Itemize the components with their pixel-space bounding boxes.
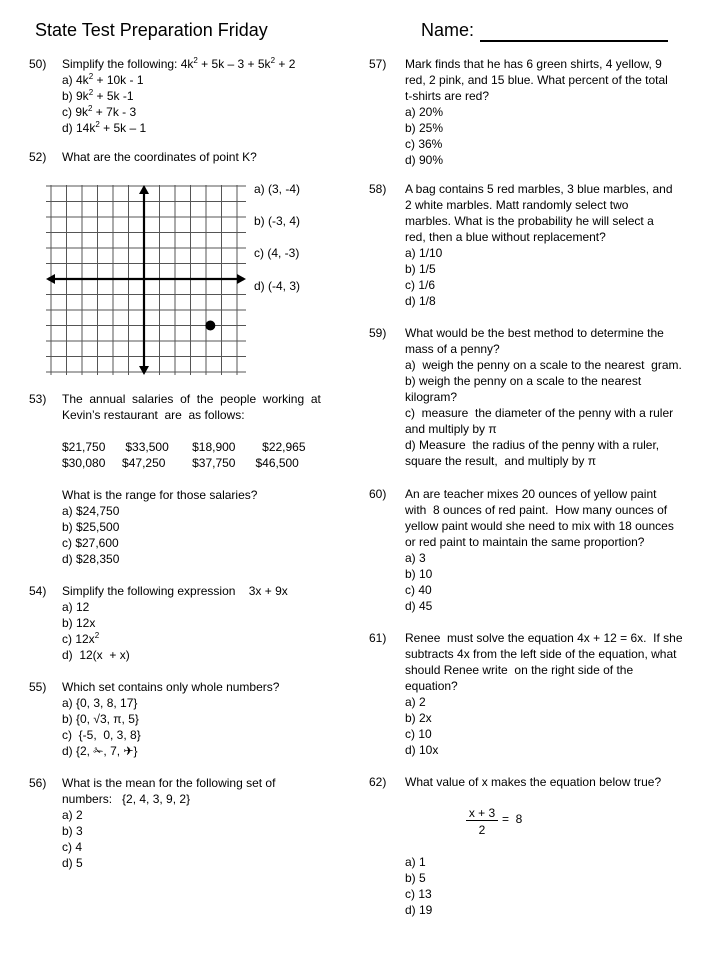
option-a: a) 1/10 (405, 246, 443, 260)
question-stem-line3: marbles. What is the probability he will select a (405, 214, 654, 228)
option-b: b) 3 (62, 824, 83, 838)
question-number: 56) (29, 776, 47, 790)
question-stem: Which set contains only whole numbers? (62, 680, 280, 694)
option-d: d) 19 (405, 903, 433, 917)
question-stem-line2: numbers: {2, 4, 3, 9, 2} (62, 792, 191, 806)
question-stem-line2: Kevin’s restaurant are as follows: (62, 408, 245, 422)
option-c: c) $9k^2 + 7k - 3$ (62, 104, 137, 119)
option-c-line2: and multiply by π (405, 422, 497, 436)
question-stem-line1: The annual salaries of the people working at (62, 392, 321, 406)
name-label: Name: (421, 20, 475, 40)
option-c: c) $27,600 (62, 536, 119, 550)
point-k (205, 321, 215, 331)
equation-numerator: x + 3 (466, 806, 498, 821)
question-stem-line3: t-shirts are red? (405, 89, 490, 103)
option-a: a) $24,750 (62, 504, 120, 518)
equation-denominator: 2 (478, 823, 486, 837)
question-stem-line1: Renee must solve the equation 4x + 12 = 6x. If she (405, 631, 683, 645)
option-b: b) $9k^2 + 5k$ -1 (62, 88, 134, 103)
option-d: d) 45 (405, 599, 433, 613)
question-stem-line2: with 8 ounces of red paint. How many ounces of (405, 503, 668, 517)
option-c: c) 13 (405, 887, 432, 901)
option-c: c) $12x^2$ (62, 631, 100, 646)
option-d: d) $14k^2 + 5k - 1$ (62, 120, 147, 135)
option-b-line2: kilogram? (405, 390, 458, 404)
q52-option-b: b) (-3, 4) (254, 214, 301, 228)
coordinate-grid-svg (46, 185, 246, 375)
option-d: d) 5 (62, 856, 83, 870)
question-stem-line1: Mark finds that he has 6 green shirts, 4 yellow, 9 (405, 57, 662, 71)
question-stem-line3: yellow paint would she need to mix with 18 ounces (405, 519, 674, 533)
option-a: a) 12 (62, 600, 90, 614)
option-a: a) $4k^2 + 10k - 1$ (62, 72, 144, 87)
option-c: c) 1/6 (405, 278, 436, 292)
question-number: 52) (29, 150, 47, 164)
option-a: a) {0, 3, 8, 17} (62, 696, 138, 710)
option-c-line1: c) measure the diameter of the penny with a ruler (405, 406, 674, 420)
option-a: a) 2 (405, 695, 426, 709)
question-stem: Simplify the following: $4k^2 + 5k - 3 + 5k^2 + 2$ (62, 56, 296, 71)
option-a: a) 3 (405, 551, 426, 565)
question-stem-line4: equation? (405, 679, 458, 693)
question-stem-line1: What is the mean for the following set of (62, 776, 276, 790)
option-a: a) 20% (405, 105, 444, 119)
question-stem-line2: subtracts 4x from the left side of the equation, what (405, 647, 677, 661)
question-number: 59) (369, 326, 387, 340)
option-a: a) weigh the penny on a scale to the nearest gram. (405, 358, 682, 372)
question-stem-line2: 2 white marbles. Matt randomly select two (405, 198, 629, 212)
option-b-line1: b) weigh the penny on a scale to the nearest (405, 374, 642, 388)
question-number: 61) (369, 631, 387, 645)
question-stem-line1: An are teacher mixes 20 ounces of yellow paint (405, 487, 657, 501)
option-c: c) 10 (405, 727, 432, 741)
option-b: b) 12x (62, 616, 96, 630)
question-number: 54) (29, 584, 47, 598)
option-d-line2: square the result, and multiply by π (405, 454, 597, 468)
option-d: d) 90% (405, 153, 444, 167)
question-number: 62) (369, 775, 387, 789)
question-number: 55) (29, 680, 47, 694)
page-title: State Test Preparation Friday (35, 20, 268, 40)
equation-rhs: = 8 (502, 812, 523, 826)
q52-option-a: a) (3, -4) (254, 182, 301, 196)
option-b: b) 10 (405, 567, 433, 581)
option-b: b) 2x (405, 711, 432, 725)
question-stem: Simplify the following expression 3x + 9x (62, 584, 288, 598)
question-number: 60) (369, 487, 387, 501)
option-b: b) 25% (405, 121, 444, 135)
coordinate-grid (46, 185, 246, 375)
salaries-row-2: $30,080 $47,250 $37,750 $46,500 (62, 456, 299, 470)
question-stem-line2: red, 2 pink, and 15 blue. What percent of the total (405, 73, 668, 87)
option-c: c) 40 (405, 583, 432, 597)
option-b: b) $25,500 (62, 520, 120, 534)
question-number: 58) (369, 182, 387, 196)
salaries-row-1: $21,750 $33,500 $18,900 $22,965 (62, 440, 306, 454)
question-stem-line3: should Renee write on the right side of the (405, 663, 634, 677)
option-c: c) 36% (405, 137, 443, 151)
question-stem: What are the coordinates of point K? (62, 150, 257, 164)
question-number: 50) (29, 57, 47, 71)
question-62-options (405, 854, 525, 918)
option-d: d) 1/8 (405, 294, 436, 308)
option-c: c) {-5, 0, 3, 8} (62, 728, 141, 742)
question-ask: What is the range for those salaries? (62, 488, 258, 502)
option-b: b) 1/5 (405, 262, 436, 276)
question-stem-line2: mass of a penny? (405, 342, 500, 356)
y-axis-arrow-down (139, 366, 149, 375)
option-d: d) $28,350 (62, 552, 120, 566)
option-b: b) 5 (405, 871, 426, 885)
option-c: c) 4 (62, 840, 83, 854)
option-d-line1: d) Measure the radius of the penny with a ruler, (405, 438, 660, 452)
option-b: b) {0, √3, π, 5} (62, 712, 139, 726)
question-stem-line4: or red paint to maintain the same proportion? (405, 535, 645, 549)
q52-option-c: c) (4, -3) (254, 246, 300, 260)
page-header (0, 20, 720, 46)
option-d: d) 10x (405, 743, 439, 757)
question-stem-line1: A bag contains 5 red marbles, 3 blue marbles, and (405, 182, 673, 196)
question-stem-line1: What would be the best method to determine the (405, 326, 664, 340)
name-blank-line (480, 40, 668, 42)
option-d: d) {2, ✁, 7, ✈} (62, 744, 138, 758)
question-number: 57) (369, 57, 387, 71)
option-a: a) 2 (62, 808, 83, 822)
question-number: 53) (29, 392, 47, 406)
option-d: d) 12(x + x) (62, 648, 130, 662)
q52-option-d: d) (-4, 3) (254, 279, 301, 293)
question-stem-line4: red, then a blue without replacement? (405, 230, 606, 244)
option-a: a) 1 (405, 855, 426, 869)
question-stem: What value of x makes the equation below true? (405, 775, 662, 789)
x-axis-arrow-right (237, 274, 246, 284)
